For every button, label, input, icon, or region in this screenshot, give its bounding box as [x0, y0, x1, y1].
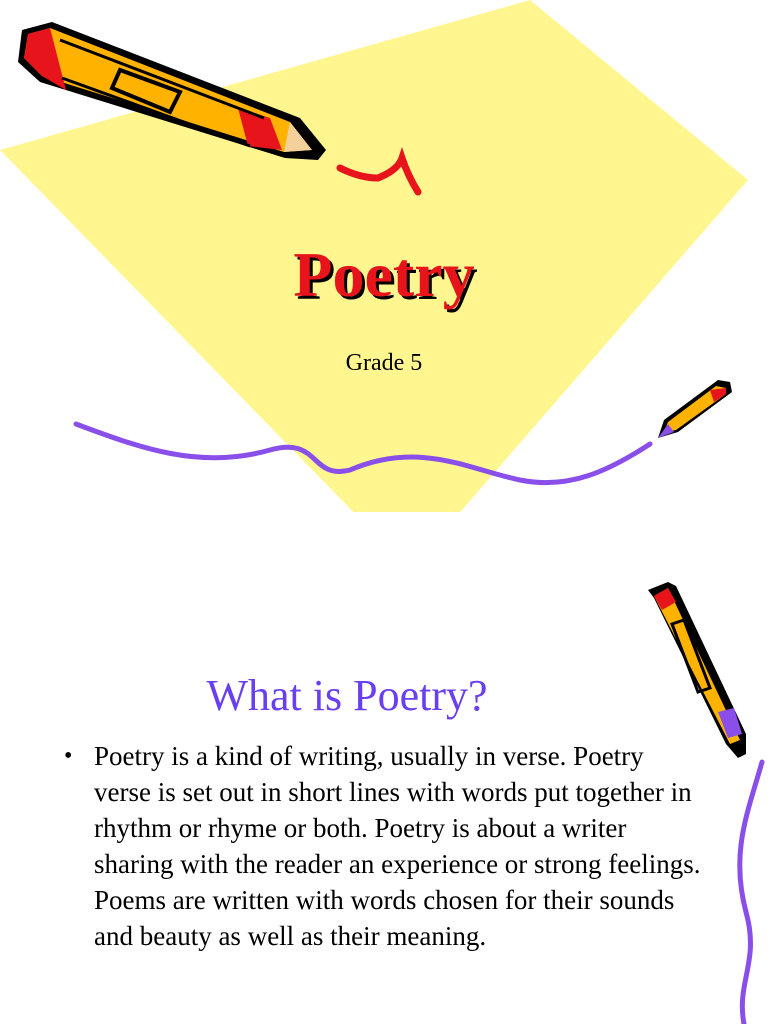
slide-subtitle: Grade 5: [345, 350, 423, 376]
slide-title: Poetry: [293, 239, 475, 310]
list-item: [62, 738, 702, 954]
bullet-icon: •: [64, 743, 73, 769]
pencil-icon: [658, 380, 732, 438]
purple-squiggle: [740, 762, 762, 1024]
content-slide: [0, 512, 768, 1024]
bullet-list: [62, 738, 702, 954]
slide-heading: What is Poetry?: [206, 671, 488, 720]
bullet-text: Poetry is a kind of writing, usually in verse. Poetry verse is set out in short lines with words put together in rhythm or rhyme or both. Poetry is about a writer sharing with the reader an experience or strong feelings. Poems are written with words chosen for their sounds and beauty as well as their meaning.: [94, 741, 701, 951]
